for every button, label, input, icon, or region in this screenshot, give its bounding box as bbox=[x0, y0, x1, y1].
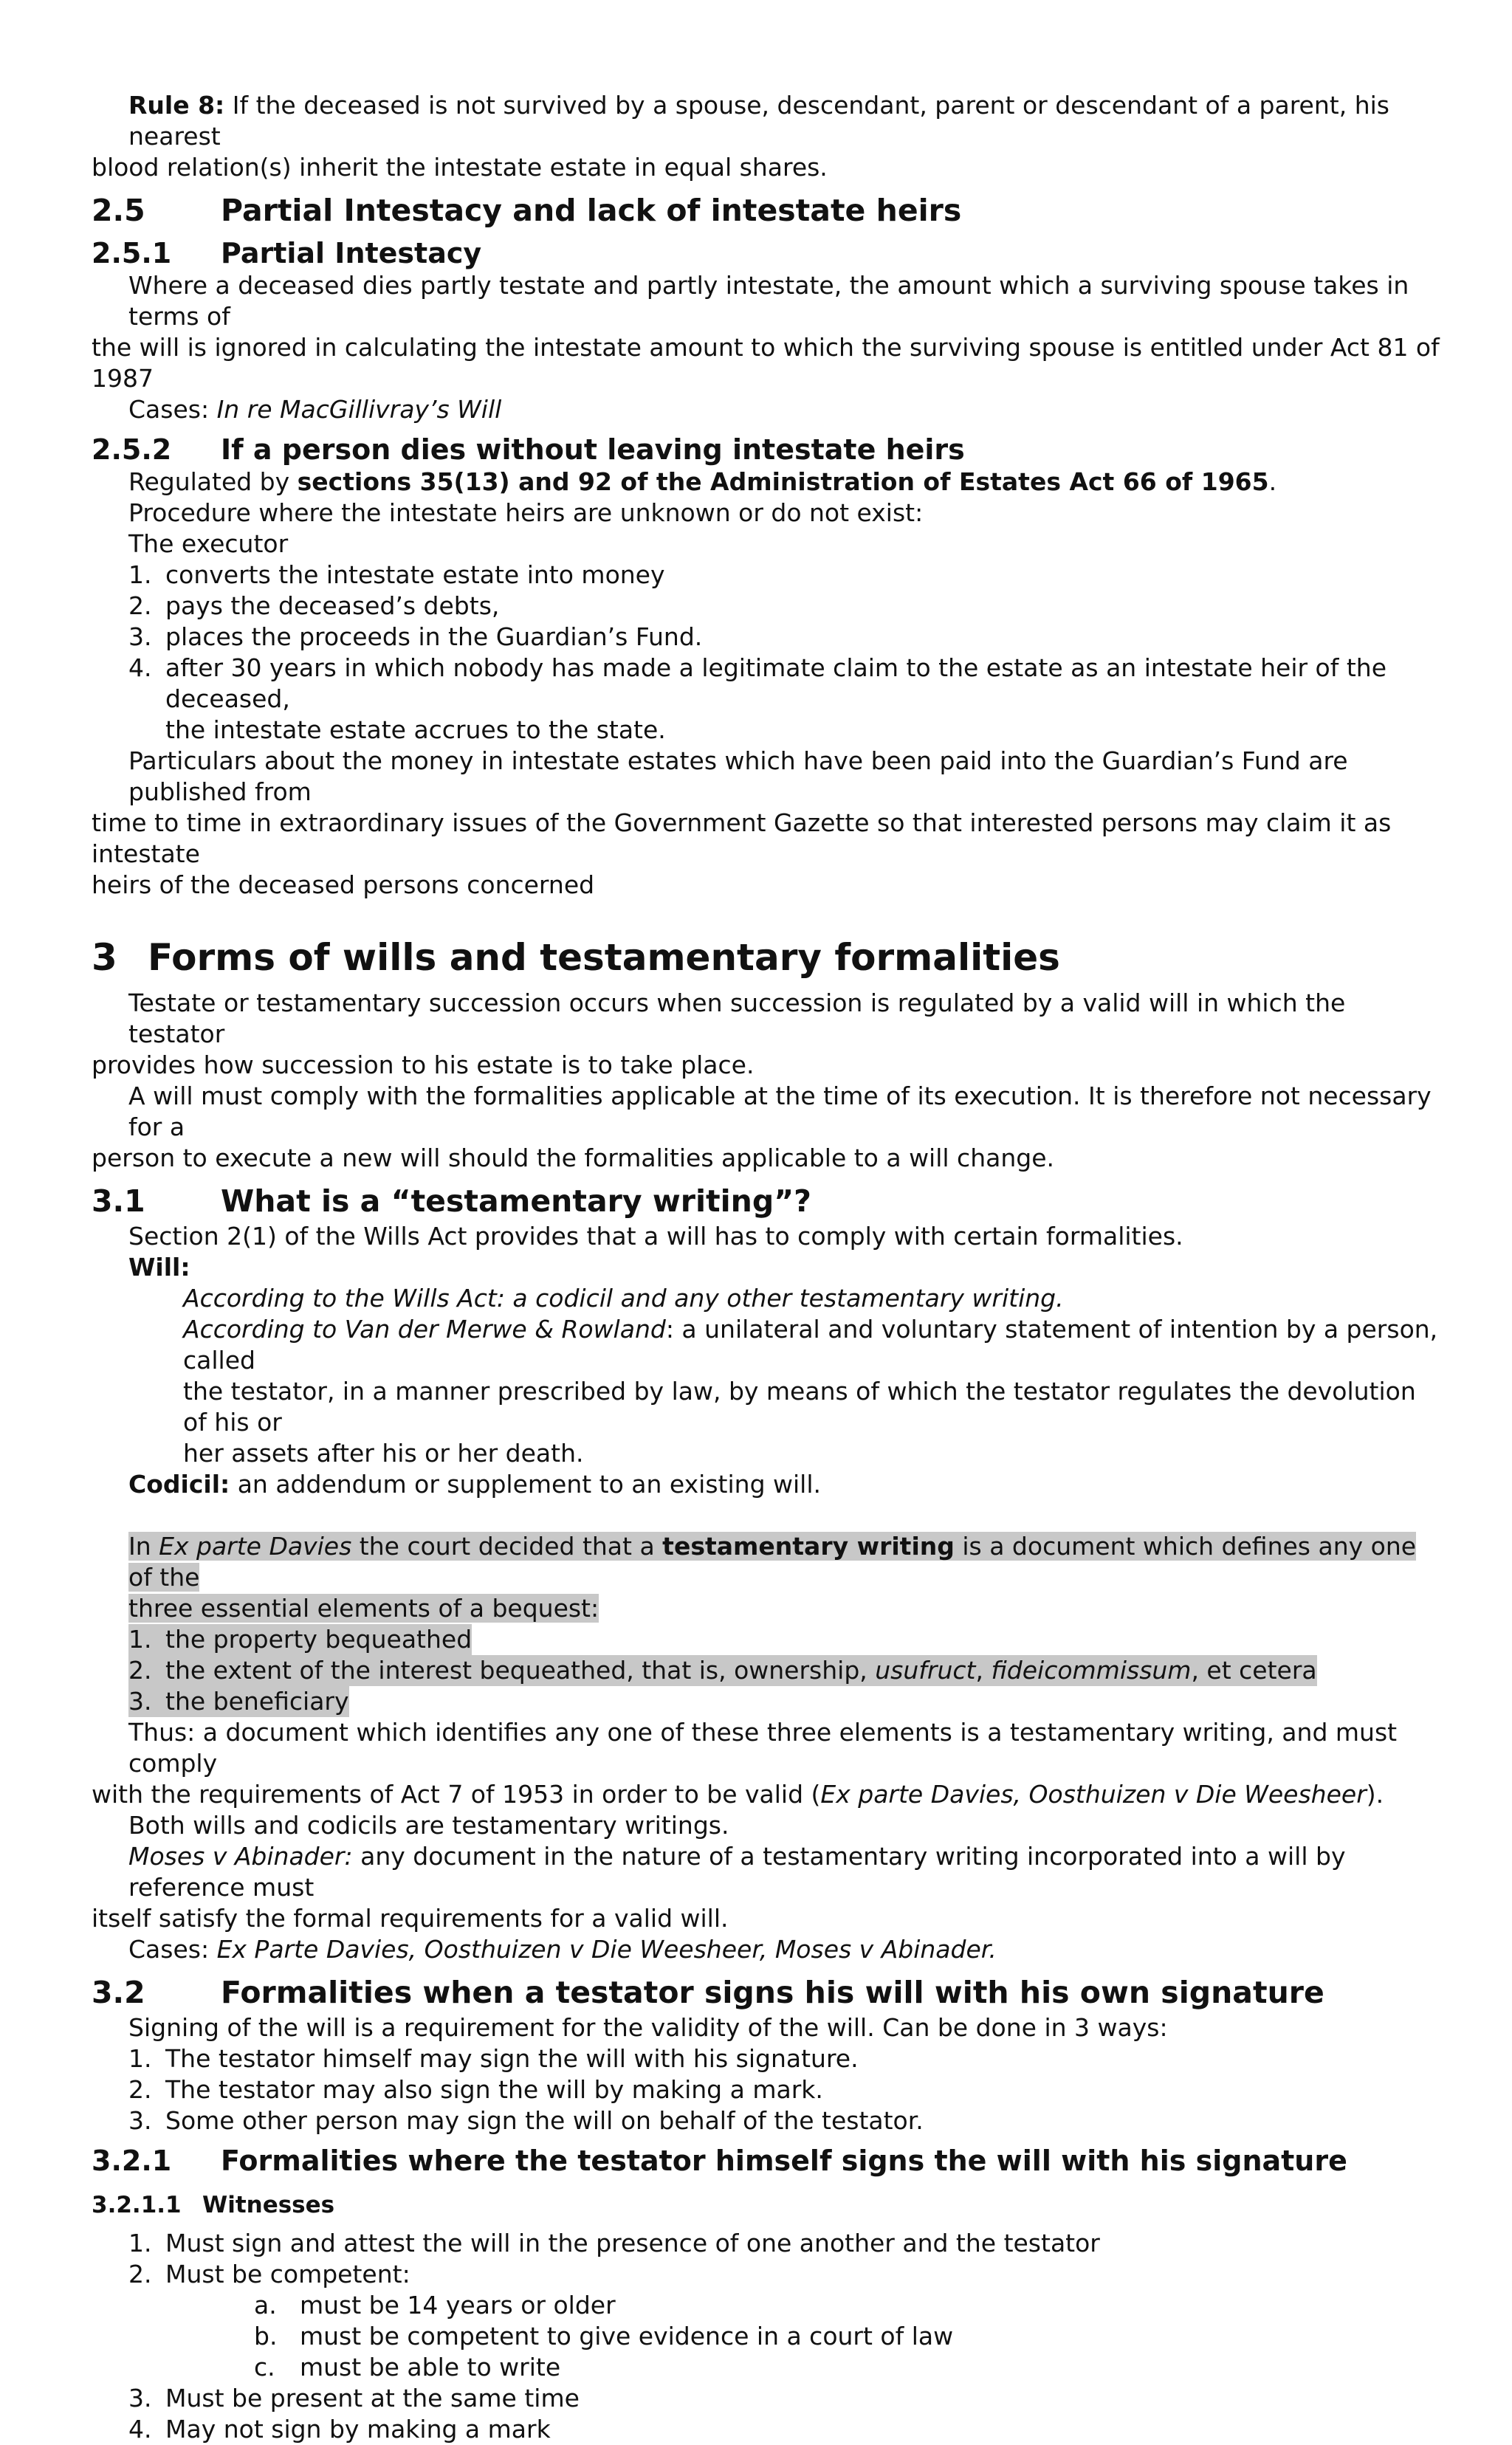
heading-3-2-1: 3.2.1 Formalities where the testator himself signs the will with his signature bbox=[92, 2145, 1347, 2177]
list-item: 4. after 30 years in which nobody has made a legitimate claim to the estate as an intestate heir of the deceased, the intestate estate accrues to the state. bbox=[128, 653, 1387, 744]
sub-list-item: a. must be 14 years or older bbox=[254, 2291, 616, 2320]
list-item: 4. May not sign by making a mark bbox=[128, 2415, 551, 2444]
will-definition-act: According to the Wills Act: a codicil and any other testamentary writing. bbox=[183, 1284, 1064, 1313]
particulars-paragraph: Particulars about the money in intestate estates which have been paid into the Guardian’s Fund are published from bbox=[128, 746, 1348, 806]
testate-paragraph: Testate or testamentary succession occurs when succession is regulated by a valid will in which the testator bbox=[128, 988, 1346, 1048]
section-2-1-line: Section 2(1) of the Wills Act provides that a will has to comply with certain formalities. bbox=[128, 1222, 1183, 1251]
heading-2-5: 2.5 Partial Intestacy and lack of intestate heirs bbox=[92, 193, 962, 228]
heading-3: 3 Forms of wills and testamentary formalities bbox=[92, 936, 1060, 979]
heading-3-2-1-1: 3.2.1.1 Witnesses bbox=[92, 2192, 335, 2218]
list-item: 2. the extent of the interest bequeathed, that is, ownership, usufruct, fideicommissum, et cetera bbox=[128, 1656, 1317, 1685]
codicil-line: Codicil: an addendum or supplement to an existing will. bbox=[128, 1470, 821, 1499]
list-item: 2. pays the deceased’s debts, bbox=[128, 591, 500, 620]
moses-paragraph: Moses v Abinader: any document in the nature of a testamentary writing incorporated into a will by reference must bbox=[128, 1842, 1346, 1902]
list-item: 3. Some other person may sign the will on behalf of the testator. bbox=[128, 2106, 924, 2135]
procedure-line: Procedure where the intestate heirs are unknown or do not exist: bbox=[128, 498, 924, 527]
cases-line: Cases: Ex Parte Davies, Oosthuizen v Die Weesheer, Moses v Abinader. bbox=[128, 1935, 997, 1964]
heading-3-2: 3.2 Formalities when a testator signs his will with his own signature bbox=[92, 1975, 1324, 2010]
partial-intestacy-paragraph: Where a deceased dies partly testate and partly intestate, the amount which a surviving spouse takes in terms of bbox=[128, 271, 1409, 331]
regulated-by-line: Regulated by sections 35(13) and 92 of the Administration of Estates Act 66 of 1965. bbox=[128, 467, 1277, 496]
heading-2-5-1: 2.5.1 Partial Intestacy bbox=[92, 237, 482, 269]
executor-line: The executor bbox=[128, 529, 289, 558]
list-item: 3. places the proceeds in the Guardian’s Fund. bbox=[128, 622, 703, 651]
list-item: 3. Must be present at the same time bbox=[128, 2384, 580, 2413]
formalities-paragraph: A will must comply with the formalities applicable at the time of its execution. It is therefore not necessary for a bbox=[128, 1081, 1432, 1141]
list-item: 3. the beneficiary bbox=[128, 1687, 349, 1716]
signing-intro: Signing of the will is a requirement for the validity of the will. Can be done in 3 ways: bbox=[128, 2013, 1168, 2042]
cases-line: Cases: In re MacGillivray’s Will bbox=[128, 395, 502, 424]
list-item: 1. converts the intestate estate into money bbox=[128, 560, 665, 589]
list-item: 1. Must sign and attest the will in the presence of one another and the testator bbox=[128, 2229, 1100, 2257]
list-item: 2. Must be competent: bbox=[128, 2260, 410, 2288]
heading-2-5-2: 2.5.2 If a person dies without leaving intestate heirs bbox=[92, 433, 965, 466]
list-item: 1. the property bequeathed bbox=[128, 1625, 472, 1654]
both-line: Both wills and codicils are testamentary writings. bbox=[128, 1811, 729, 1840]
document-page: Rule 8: If the deceased is not survived by a spouse, descendant, parent or descendant of a parent, his nearest blood relation(s) inherit the intestate estate in equal shares. 2.5 Partial Intestacy and lack of intestate heirs 2.5.1 Partial Intestacy Where a deceased dies partly testate and partly intestate, the amount which a surviving spouse takes in terms of the will is ignored in calculating the intestate amount to which the surviving spouse is entitled under Act 81 of 1987 Cases: In re MacGillivray’s Will 2.5.2 If a person dies without leaving intestate heirs Regulated by sections 35(13) and 92 of the Administration of Estates Act 66 of 1965. Procedure where the intestate heirs are unknown or do not exist: The executor 1. converts the intestate estate into money 2. pays the deceased’s debts, 3. places the proceeds in the Guardian’s Fund. 4. after 30 years in which nobody has made a legitimate claim to the estate as an intestate heir of the deceased, the intestate estate accrues to the state. Particulars about the money in intestate estates which have been paid into the Guardian’s Fund are published from time to time in extraordinary issues of the Government Gazette so that interested persons may claim it as intestate heirs of the deceased persons concerned 3 Forms of wills and testamentary formalities Testate or testamentary succession occurs when succession is regulated by a valid will in which the testator provides how succession to his estate is to take place. A will must comply with the formalities applicable at the time of its execution. It is therefore not necessary for a person to execute a new will should the formalities applicable to a will change. 3.1 What is a “testamentary writing”? Section 2(1) of the Wills Act provides that a will has to comply with certain formalities. Will: According to the Wills Act: a codicil and any other testamentary writing. According to Van der Merwe & Rowland: a unilateral and voluntary statement of intention by a person, called the testator, in a manner prescribed by law, by means of which the testator regulates the devolution of his or her assets after his or her death. Codicil: an addendum or supplement to an existing will. In Ex parte Davies the court decided that a testamentary writing is a document which defines any one of the three essential elements of a bequest: 1. the property bequeathed 2. the extent of the interest bequeathed, that is, ownership, usufruct, fideicommissum, et cetera 3. the beneficiary Thus: a document which identifies any one of these three elements is a testamentary writing, and must comply with the requirements of Act 7 of 1953 in order to be valid (Ex parte Davies, Oosthuizen v Die Weesheer). Both wills and codicils are testamentary writings. Moses v Abinader: any document in the nature of a testamentary writing incorporated into a will by reference must itself satisfy the formal requirements for a valid will. Cases: Ex Parte Davies, Oosthuizen v Die Weesheer, Moses v Abinader. 3.2 Formalities when a testator signs his will with his own signature Signing of the will is a requirement for the validity of the will. Can be done in 3 ways: 1. The testator himself may sign the will with his signature. 2. The testator may also sign the will by making a mark. 3. Some other person may sign the will on behalf of the testator. 3.2.1 Formalities where the testator himself signs the will with his signature 3.2.1.1 Witnesses 1. Must sign and attest the will in the presence of one another and the testator 2. Must be competent: a. must be 14 years or older b. must be competent to give evidence in a court of law c. must be able to write 3. Must be present at the same time 4. May not sign by making a mark bbox=[92, 90, 1443, 2445]
sub-list-item: c. must be able to write bbox=[254, 2353, 561, 2382]
rule-8-paragraph: Rule 8: If the deceased is not survived by a spouse, descendant, parent or descendant of a parent, his nearest bbox=[128, 91, 1389, 151]
highlighted-paragraph: In Ex parte Davies the court decided that a testamentary writing is a document which defines any one of the bbox=[128, 1532, 1417, 1592]
list-item: 2. The testator may also sign the will by making a mark. bbox=[128, 2075, 823, 2104]
rule-8-continuation: blood relation(s) inherit the intestate estate in equal shares. bbox=[92, 153, 828, 182]
rule-8-label: Rule 8: bbox=[128, 91, 225, 120]
will-label: Will: bbox=[128, 1253, 190, 1282]
heading-3-1: 3.1 What is a “testamentary writing”? bbox=[92, 1183, 811, 1219]
sub-list-item: b. must be competent to give evidence in a court of law bbox=[254, 2322, 954, 2351]
thus-paragraph: Thus: a document which identifies any one of these three elements is a testamentary writing, and must comply bbox=[128, 1718, 1398, 1778]
list-item: 1. The testator himself may sign the will with his signature. bbox=[128, 2044, 859, 2073]
will-definition-authors: According to Van der Merwe & Rowland: a unilateral and voluntary statement of intention by a person, called bbox=[183, 1315, 1438, 1375]
